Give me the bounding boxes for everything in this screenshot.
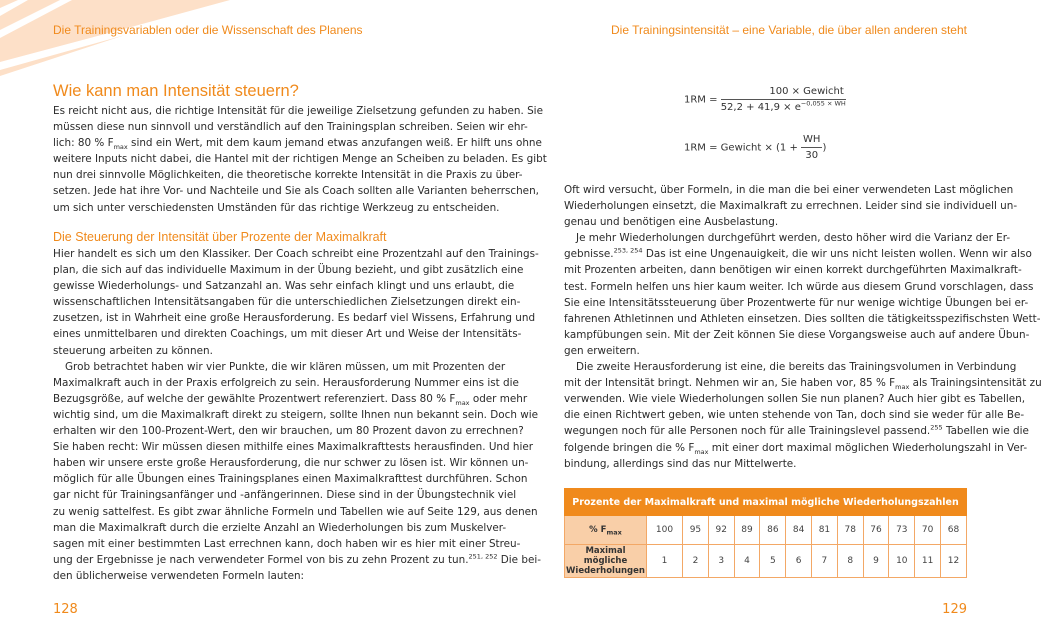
text-run: erhalten wir den 100-Prozent-Wert, den wir brauchen, um 80 Prozent davon zu errechnen? xyxy=(53,425,524,438)
text-run: gen erweitern. xyxy=(564,344,640,357)
left-running-head: Die Trainingsvariablen oder die Wissenschaft des Planens xyxy=(53,23,363,37)
text-run: Maximalkraft auch in der Praxis erfolgreich zu sein. Herausforderung Nummer eins ist die xyxy=(53,376,519,389)
percent-reps-table xyxy=(564,488,967,578)
row-label-reps: Maximal mögliche Wiederholungen xyxy=(566,546,645,576)
formula-lhs: 1RM = Gewicht × (1 + xyxy=(684,142,798,154)
percent-cell: 76 xyxy=(863,516,889,545)
text-line xyxy=(564,311,1041,327)
text-line xyxy=(53,359,506,375)
denominator-base: 52,2 + 41,9 × e xyxy=(720,102,801,113)
text-run: wissenschaftlichen Intensitätsangaben für die unterschiedlichen Zielsetzungen direkt ein- xyxy=(53,296,521,309)
percent-cell: 86 xyxy=(760,516,786,545)
text-run: Die bei- xyxy=(497,553,541,566)
text-run: weitere Inputs nicht dabei, die Hantel mit der richtigen Menge an Scheiben zu beladen. Es gibt xyxy=(53,153,547,166)
text-line xyxy=(53,439,534,455)
text-line xyxy=(53,455,529,471)
text-run: man die Maximalkraft durch die erzielte Anzahl an Wiederholungen bis zum Muskelver- xyxy=(53,521,507,534)
text-run: folgende bringen die % F xyxy=(564,441,695,454)
text-run: als Trainingsintensität zu xyxy=(909,377,1042,390)
text-run: Die zweite Herausforderung ist eine, die bereits das Trainingsvolumen in Verbindung xyxy=(576,361,1017,374)
page-number-left: 128 xyxy=(53,602,78,617)
text-line xyxy=(53,487,517,503)
percent-cell: 100 xyxy=(647,516,683,545)
text-line xyxy=(564,214,967,230)
text-line xyxy=(564,440,1028,456)
subscript: max xyxy=(113,143,128,152)
percent-cell: 89 xyxy=(734,516,760,545)
text-run: Je mehr Wiederholungen durchgeführt werden, desto höher wird die Varianz der Er- xyxy=(576,232,1011,245)
text-line xyxy=(564,456,967,472)
text-line xyxy=(53,536,521,552)
text-run: gar nicht für Trainingsanfänger und -anfängerinnen. Diese sind in der Übungstechnik viel xyxy=(53,489,517,502)
text-line xyxy=(53,294,521,310)
left-body-text xyxy=(53,246,541,584)
text-run: Sie eine Intensitätssteuerung über Prozentwerte für nur wenige wichtige Übungen bei er- xyxy=(564,296,1029,309)
text-run: Grob betrachtet haben wir vier Punkte, die wir klären müssen, um mit Prozenten der xyxy=(65,360,506,373)
text-line xyxy=(564,198,1018,214)
text-line xyxy=(53,135,542,152)
text-line xyxy=(564,343,967,359)
text-line xyxy=(564,295,1029,311)
text-line xyxy=(53,391,528,407)
text-line xyxy=(53,375,519,391)
text-line xyxy=(564,279,1034,295)
text-run: test. Formeln helfen uns hier kaum weiter. Ich würde aus diesem Grund vorschlagen, dass xyxy=(564,280,1034,293)
text-run: oder mehr xyxy=(469,392,528,405)
reps-cell: 4 xyxy=(734,545,760,578)
text-line xyxy=(564,246,1032,262)
text-run: die einen Richtwert geben, wie unten stehende von Tan, doch sind sie weder für alle Be- xyxy=(564,409,1025,422)
fraction xyxy=(721,86,846,113)
table-row-reps xyxy=(565,545,967,578)
reps-cell: 1 xyxy=(647,545,683,578)
footnote-ref: 253, 254 xyxy=(613,246,643,255)
formula-brzycki-exp xyxy=(684,86,846,113)
subscript: max xyxy=(455,398,470,407)
text-run: haben wir unsere erste große Herausforderung, die nur schwer zu lösen ist. Wir können un- xyxy=(53,457,529,470)
text-line xyxy=(564,327,1030,343)
text-line xyxy=(53,103,543,119)
reps-cell: 7 xyxy=(812,545,838,578)
text-line xyxy=(53,568,456,584)
text-line xyxy=(53,504,538,520)
table-row-percent xyxy=(565,516,967,545)
percent-cell: 84 xyxy=(786,516,812,545)
text-run: gebnisse. xyxy=(564,248,614,261)
formula-epley xyxy=(684,134,826,161)
text-line xyxy=(53,552,541,568)
reps-cell: 3 xyxy=(708,545,734,578)
section-heading: Wie kann man Intensität steuern? xyxy=(53,82,299,100)
percent-cell: 68 xyxy=(941,516,967,545)
text-line xyxy=(53,200,500,216)
text-run: Tabellen wie die xyxy=(942,425,1029,438)
reps-cell: 10 xyxy=(889,545,915,578)
numerator: WH xyxy=(801,134,822,148)
subscript: max xyxy=(694,447,709,456)
page-number-right: 129 xyxy=(942,602,967,617)
exponent: −0,055 × WH xyxy=(800,99,846,108)
text-run: müssen diese nun sinnvoll und verständlich auf den Trainingsplan schreiben. Seien wir ehr- xyxy=(53,121,528,134)
reps-cell: 11 xyxy=(915,545,941,578)
percent-cell: 92 xyxy=(708,516,734,545)
text-run: mit der Intensität bringt. Nehmen wir an, Sie haben vor, 85 % F xyxy=(564,377,896,390)
text-run: Das ist eine Ungenauigkeit, die wir uns nicht leisten wollen. Wenn wir also xyxy=(642,248,1032,261)
text-run: eines unmittelbaren und direkten Coachings, um mit dieser Art und Weise der Intensitäts- xyxy=(53,328,522,341)
right-running-head: Die Trainingsintensität – eine Variable, die über allen anderen steht xyxy=(610,23,967,37)
text-line xyxy=(564,359,1017,375)
text-run: zu wenig sattelfest. Es gibt zwar ähnliche Formeln und Tabellen wie auf Seite 129, aus denen xyxy=(53,505,538,518)
text-line xyxy=(53,326,522,342)
label-text: % F xyxy=(589,525,607,535)
denominator xyxy=(721,100,846,113)
text-line xyxy=(564,375,1042,392)
percent-cell: 81 xyxy=(812,516,838,545)
text-run: Wiederholungen einsetzt, die Maximalkraft zu errechnen. Leider sind sie individuell un- xyxy=(564,200,1018,213)
text-line xyxy=(564,182,1014,198)
text-line xyxy=(564,391,1026,407)
text-run: sind ein Wert, mit dem kaum jemand etwas anzufangen weiß. Er hilft uns ohne xyxy=(127,137,542,150)
subsection-heading: Die Steuerung der Intensität über Prozente der Maximalkraft xyxy=(53,230,387,244)
numerator: 100 × Gewicht xyxy=(721,86,846,100)
text-line xyxy=(53,520,507,536)
text-run: steuerung arbeiten zu können. xyxy=(53,344,213,357)
footnote-ref: 255 xyxy=(930,423,943,432)
text-line xyxy=(564,407,1025,423)
text-line xyxy=(53,407,539,423)
text-line xyxy=(53,246,539,262)
text-run: plan, die sich auf das individuelle Maximum in der Übung bezieht, und gibt zusätzlich eine xyxy=(53,264,524,277)
decorative-brush-stripes xyxy=(0,0,240,80)
text-run: wichtig sind, um die Maximalkraft direkt zu steigern, sollte Ihnen nun bekannt sein. Doch wie xyxy=(53,408,539,421)
text-line xyxy=(53,278,515,294)
footnote-ref: 251, 252 xyxy=(468,552,498,561)
reps-cell: 6 xyxy=(786,545,812,578)
reps-cell: 12 xyxy=(941,545,967,578)
text-run: fahrenen Athletinnen und Athleten einsetzen. Dies sollten die tätigkeitsspezifischsten Wett- xyxy=(564,312,1041,325)
percent-cell: 70 xyxy=(915,516,941,545)
text-run: den üblicherweise verwendeten Formeln lauten: xyxy=(53,569,305,582)
text-run: wegungen noch für alle Personen noch für alle Trainingslevel passend. xyxy=(564,425,931,438)
left-intro-text xyxy=(53,103,547,216)
reps-cell: 2 xyxy=(683,545,709,578)
text-line xyxy=(53,343,456,359)
text-line xyxy=(564,230,1011,246)
text-run: ung der Ergebnisse je nach verwendeter Formel von bis zu zehn Prozent zu tun. xyxy=(53,553,469,566)
text-run: lich: 80 % F xyxy=(53,137,114,150)
text-run: Hier handelt es sich um den Klassiker. Der Coach schreibt eine Prozentzahl auf den Trainings- xyxy=(53,248,539,260)
text-run: sagen mit einer bestimmten Last errechnen kann, doch haben wir es hier mit einer Streu- xyxy=(53,537,521,550)
text-line xyxy=(564,423,1029,439)
reps-cell: 9 xyxy=(863,545,889,578)
text-line xyxy=(53,471,528,487)
subscript: max xyxy=(895,383,910,392)
percent-cell: 73 xyxy=(889,516,915,545)
text-run: möglich für alle Übungen eines Trainingsplanes einen Maximalkrafttest durchführen. Schon xyxy=(53,473,528,486)
reps-cell: 5 xyxy=(760,545,786,578)
text-run: Oft wird versucht, über Formeln, in die man die bei einer verwendeten Last möglichen xyxy=(564,184,1014,196)
text-run: Sie haben recht: Wir müssen diesen mithilfe eines Maximalkrafttests herausfinden. Und hier xyxy=(53,441,534,454)
closing-paren: ) xyxy=(822,142,827,154)
text-run: gewisse Wiederholungs- und Satzanzahl an. Was sehr einfach klingt und uns erlaubt, die xyxy=(53,280,515,293)
denominator: 30 xyxy=(805,150,819,161)
text-line xyxy=(53,183,539,199)
percent-cell: 95 xyxy=(683,516,709,545)
text-run: mit einer dort maximal möglichen Wiederholungszahl in Ver- xyxy=(708,441,1028,454)
text-run: zusetzen, ist in Wahrheit eine große Herausforderung. Es bedarf viel Wissens, Erfahrung und xyxy=(53,312,536,325)
table-title: Prozente der Maximalkraft und maximal mögliche Wiederholungszahlen xyxy=(565,489,967,516)
text-run: nun drei sinnvolle Möglichkeiten, die theoretische korrekte Intensität in die Praxis zu über- xyxy=(53,169,523,182)
percent-cell: 78 xyxy=(837,516,863,545)
text-run: mit Prozenten arbeiten, dann benötigen wir einen korrekt durchgeführten Maximalkraft- xyxy=(564,264,1022,277)
right-body-text xyxy=(564,182,1042,472)
text-run: Bezugsgröße, auf welche der gewählte Prozentwert referenziert. Dass 80 % F xyxy=(53,392,456,405)
label-sub: max xyxy=(606,528,622,537)
text-run: Es reicht nicht aus, die richtige Intensität für die jeweilige Zielsetzung gefunden zu haben. Sie xyxy=(53,105,543,117)
text-run: kampfübungen sein. Mit der Zeit können Sie diese Vorgangsweise auch auf andere Übun- xyxy=(564,328,1030,341)
reps-cell: 8 xyxy=(837,545,863,578)
text-run: genau und benötigen eine Ausbelastung. xyxy=(564,216,779,229)
text-run: um sich unter verschiedensten Umständen für das richtige Werkzeug zu entscheiden. xyxy=(53,201,500,214)
text-run: bindung, allerdings sind das nur Mittelwerte. xyxy=(564,457,797,470)
fraction xyxy=(801,134,822,161)
text-line xyxy=(53,423,524,439)
text-run: setzen. Jede hat ihre Vor- und Nachteile und Sie als Coach sollten alle Varianten beherrschen, xyxy=(53,185,539,198)
text-line xyxy=(53,151,547,167)
text-run: verwenden. Wie viele Wiederholungen sollen Sie nun planen? Auch hier gibt es Tabellen, xyxy=(564,393,1026,406)
row-label-percent xyxy=(565,516,647,545)
text-line xyxy=(53,119,528,135)
text-line xyxy=(53,262,524,278)
text-line xyxy=(564,262,1022,278)
text-line xyxy=(53,167,523,183)
text-line xyxy=(53,310,536,326)
formula-lhs: 1RM = xyxy=(684,94,718,106)
